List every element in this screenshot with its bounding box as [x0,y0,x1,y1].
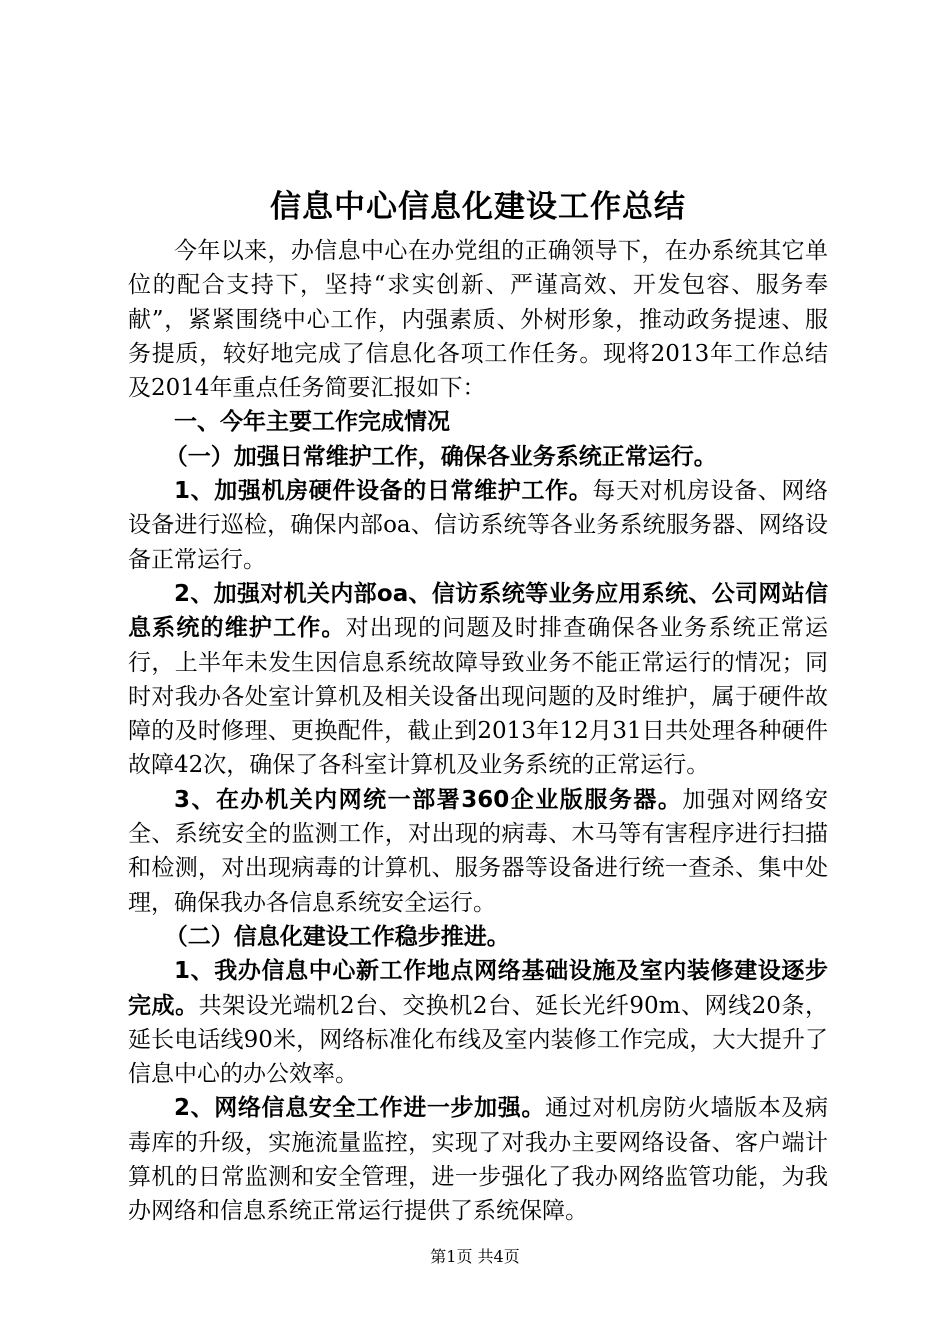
item-1-2-body: 对出现的问题及时排查确保各业务系统正常运行，上半年未发生因信息系统故障导致业务不能正常运行的情况；同时对我办各处室计算机及相关设备出现问题的及时维护，属于硬件故障的及时修理、更换配件，截止到2013年12月31日共处理各种硬件故障42次，确保了各科室计算机及业务系统的正常运行。 [128,615,829,779]
item-2-1 [128,954,828,1091]
item-1-3-body: 加强对网络安全、系统安全的监测工作，对出现的病毒、木马等有害程序进行扫描和检测，对出现病毒的计算机、服务器等设备进行统一查杀、集中处理，确保我办各信息系统安全运行。 [128,786,829,916]
item-1-3-heading: 3、在办机关内网统一部署360企业版服务器。 [174,786,683,813]
item-1-1 [128,474,828,577]
item-1-3 [128,783,828,920]
document-title: 信息中心信息化建设工作总结 [270,189,686,225]
subsection-heading-2: （二）信息化建设工作稳步推进。 [164,923,510,950]
item-2-2-body: 通过对机房防火墙版本及病毒库的升级，实施流量监控，实现了对我办主要网络设备、客户端计算机的日常监测和安全管理，进一步强化了我办网络监管功能，为我办网络和信息系统正常运行提供了系统保障。 [128,1095,828,1225]
intro-paragraph: 今年以来，办信息中心在办党组的正确领导下，在办系统其它单位的配合支持下，坚持“求实创新、严谨高效、开发包容、服务奉献”，紧紧围绕中心工作，内强素质、外树形象，推动政务提速、服务提质，较好地完成了信息化各项工作任务。现将2013年工作总结及2014年重点任务简要汇报如下： [128,238,828,402]
item-2-2 [128,1091,828,1228]
item-1-2 [128,577,828,783]
item-1-1-body: 每天对机房设备、网络设备进行巡检，确保内部oa、信访系统等各业务系统服务器、网络设备正常运行。 [128,478,828,573]
document-page [128,184,828,1229]
section-heading-1: 一、今年主要工作完成情况 [174,409,450,436]
item-1-2-heading: 2、加强对机关内部oa、信访系统等业务应用系统、公司网站信息系统的维护工作。 [128,580,828,642]
page-footer: 第1页 共4页 [430,1247,520,1266]
item-1-1-heading: 1、加强机房硬件设备的日常维护工作。 [174,478,593,505]
subsection-heading-1: （一）加强日常维护工作，确保各业务系统正常运行。 [164,443,717,470]
item-2-1-heading: 1、我办信息中心新工作地点网络基础设施及室内装修建设逐步完成。 [128,958,828,1019]
item-2-2-heading: 2、网络信息安全工作进一步加强。 [174,1095,546,1122]
item-2-1-body: 共架设光端机2台、交换机2台、延长光纤90m、网线20条，延长电话线90米，网络标准化布线及室内装修工作完成，大大提升了信息中心的办公效率。 [128,992,829,1088]
